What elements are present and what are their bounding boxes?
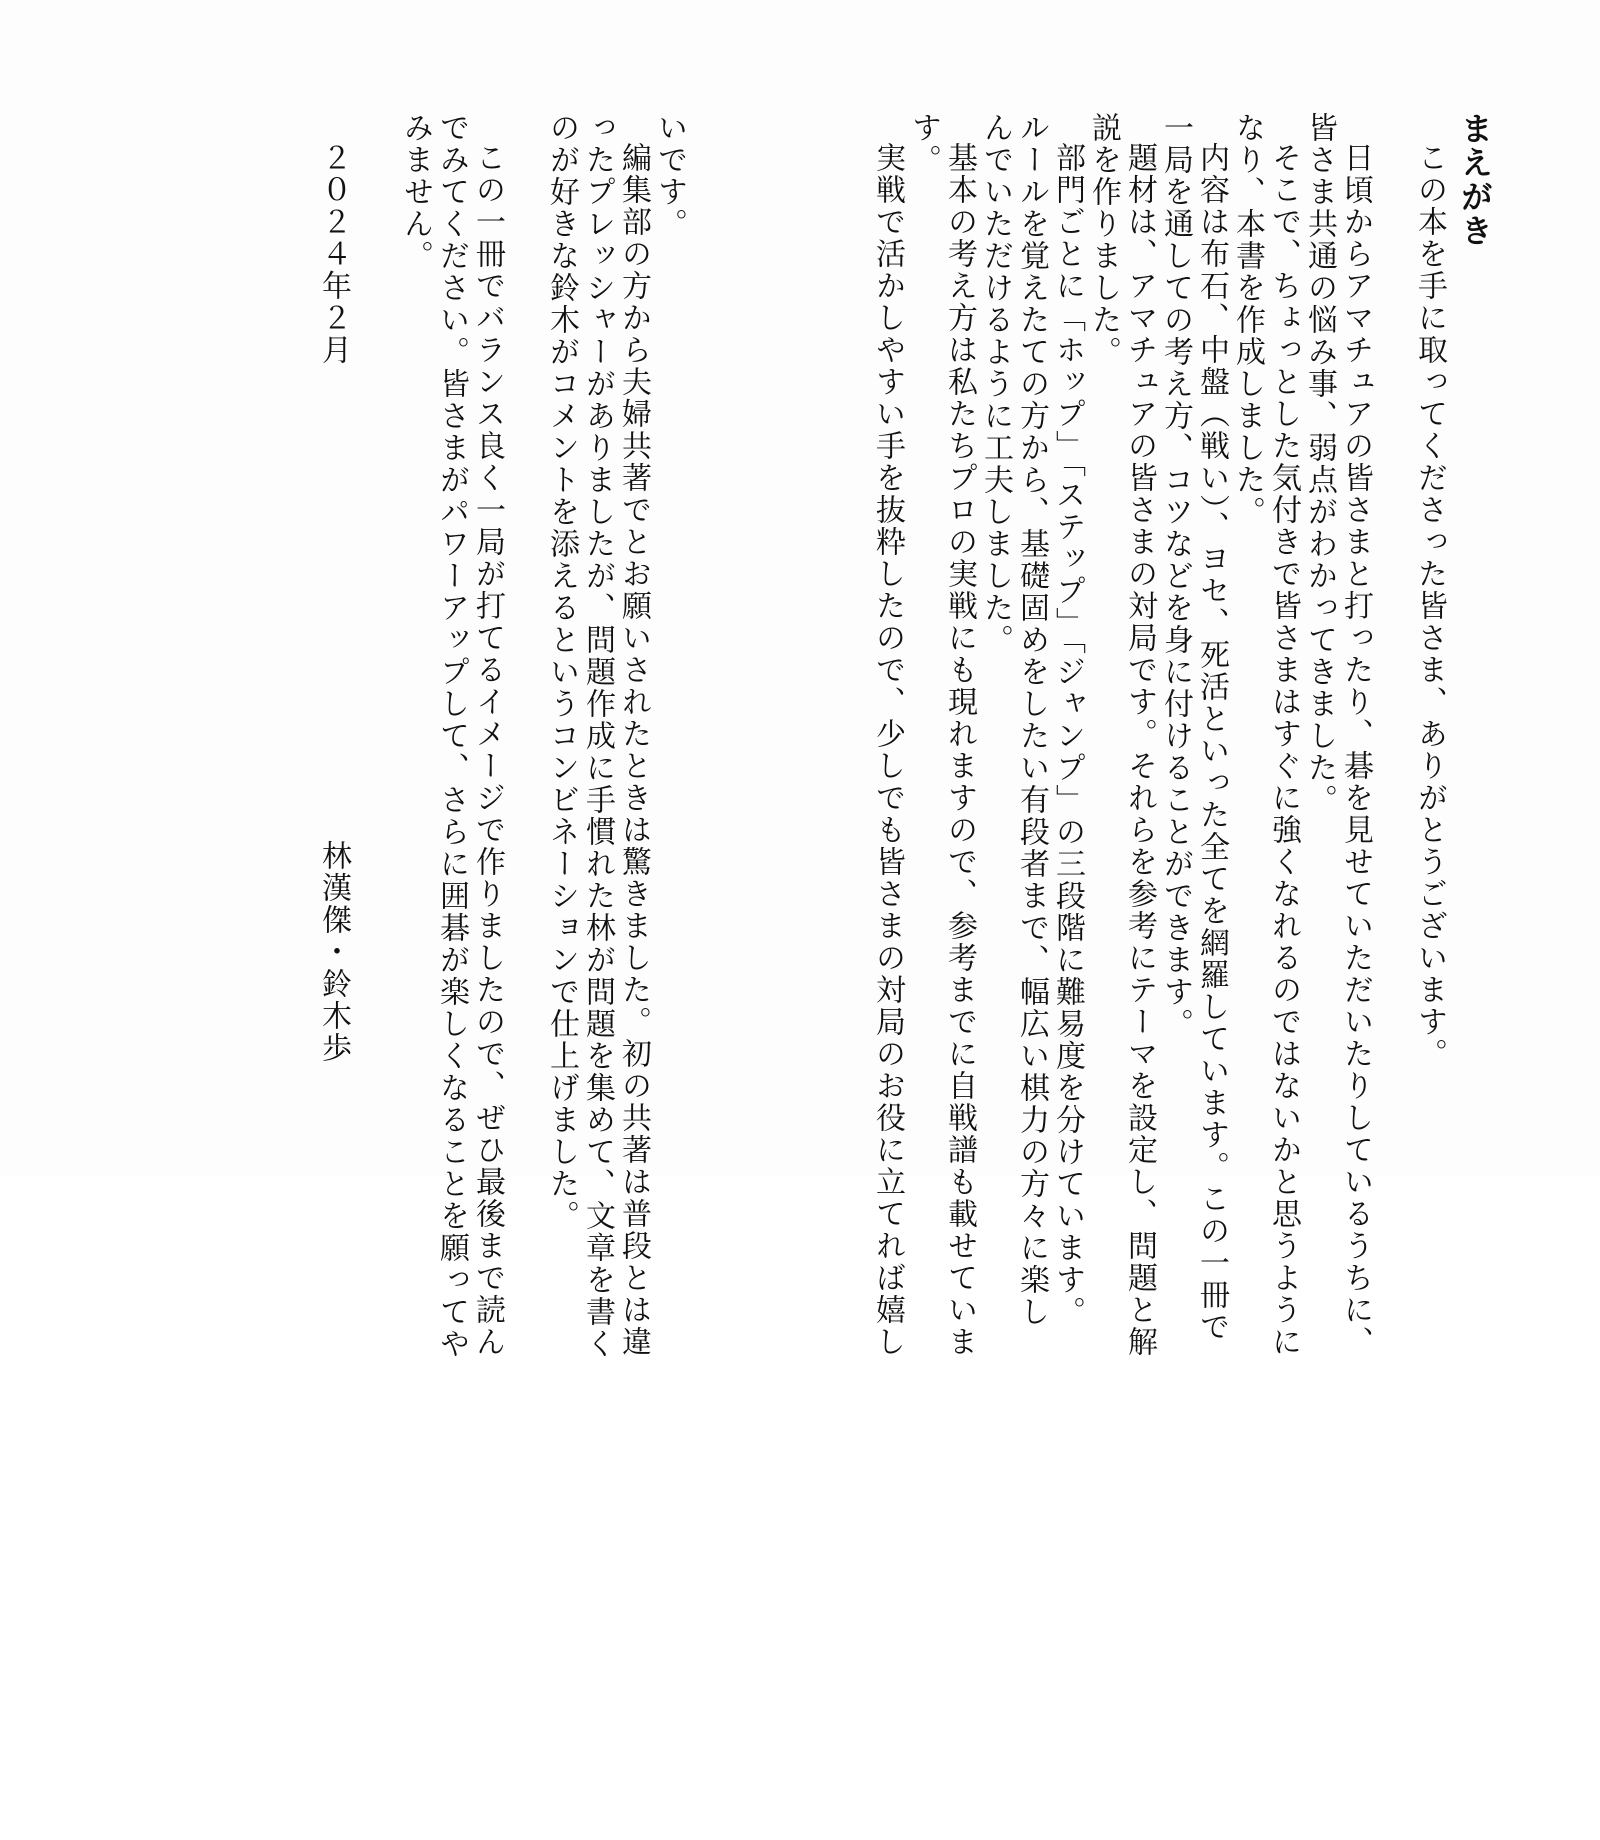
author-names: 林漢傑・鈴木歩 — [316, 840, 351, 1064]
text-line: でみてください。皆さまがパワーアップして、さらに囲碁が楽しくなることを願ってや — [434, 112, 469, 1360]
text-line: この本を手に取ってくださった皆さま、ありがとうございます。 — [1412, 142, 1447, 1070]
text-line: 説を作りました。 — [1086, 112, 1121, 368]
text-line: す。 — [906, 112, 941, 176]
text-line: 題材は、アマチュアの皆さまの対局です。それらを参考にテーマを設定し、問題と解 — [1122, 142, 1157, 1358]
text-line: のが好きな鈴木がコメントを添えるというコンビネーションで仕上げました。 — [544, 112, 579, 1232]
text-line: 内容は布石、中盤（戦い）、ヨセ、死活といった全てを網羅しています。この一冊で — [1194, 142, 1229, 1343]
text-line: なり、本書を作成しました。 — [1230, 112, 1265, 528]
text-line: この一冊でバランス良く一局が打てるイメージで作りましたので、ぜひ最後まで読ん — [470, 142, 505, 1358]
text-line: 一局を通しての考え方、コツなどを身に付けることができます。 — [1158, 112, 1193, 1040]
text-line: みません。 — [398, 112, 433, 272]
text-line: ルールを覚えたての方から、基礎固めをしたい有段者まで、幅広い棋力の方々に楽し — [1014, 112, 1049, 1328]
text-line: ったプレッシャーがありましたが、問題作成に手慣れた林が問題を集めて、文章を書く — [580, 112, 615, 1360]
text-line: そこで、ちょっとした気付きで皆さまはすぐに強くなれるのではないかと思うように — [1266, 142, 1301, 1358]
text-line: 編集部の方から夫婦共著でとお願いされたときは驚きました。初の共著は普段とは違 — [616, 142, 651, 1358]
text-line: 日頃からアマチュアの皆さまと打ったり、碁を見せていただいたりしているうちに、 — [1338, 142, 1373, 1358]
text-line: 実戦で活かしやすい手を抜粋したので、少しでも皆さまの対局のお役に立てれば嬉し — [870, 142, 905, 1358]
text-line: 部門ごとに「ホップ」「ステップ」「ジャンプ」の三段階に難易度を分けています。 — [1050, 142, 1085, 1328]
text-line: 皆さま共通の悩み事、弱点がわかってきました。 — [1302, 112, 1337, 816]
text-line: んでいただけるように工夫しました。 — [978, 112, 1013, 656]
page-title: まえがき — [1456, 112, 1494, 248]
text-line: いです。 — [652, 112, 687, 240]
text-line: 基本の考え方は私たちプロの実戦にも現れますので、参考までに自戦譜も載せていま — [942, 142, 977, 1358]
date-line: ２０２４年２月 — [316, 142, 351, 366]
